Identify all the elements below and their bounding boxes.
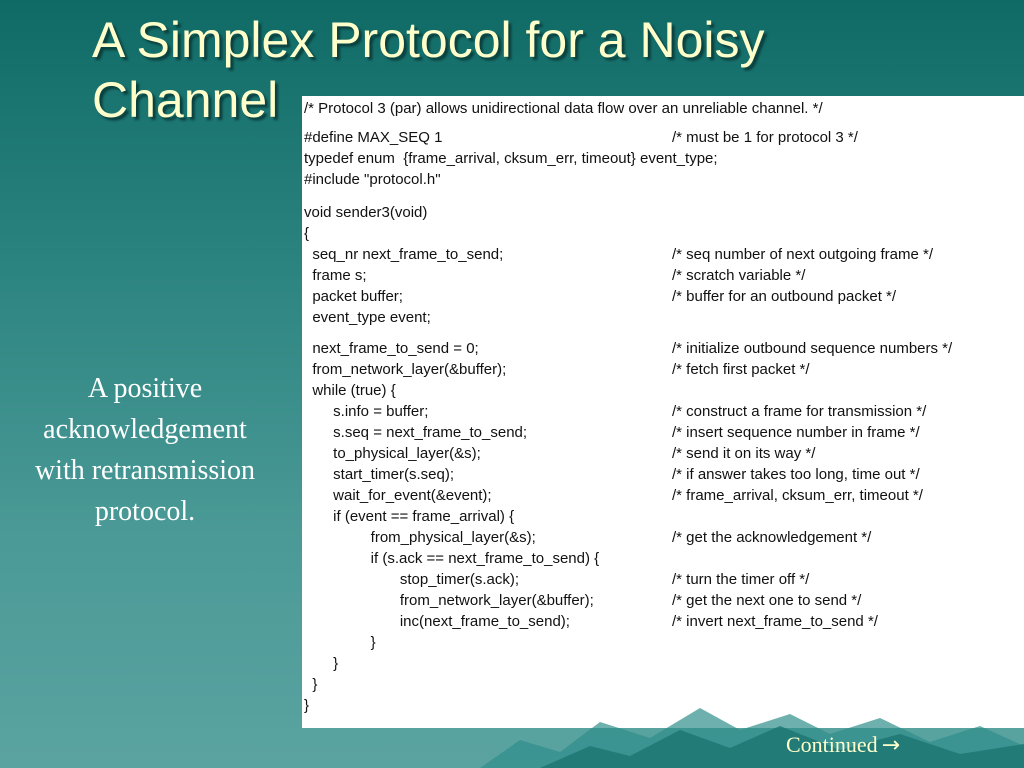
code-line [304,148,718,169]
code-text: frame s; [304,267,367,284]
code-text: start_timer(s.seq); [304,466,455,483]
iceberg-decoration [480,700,1024,768]
code-line [304,98,823,119]
code-comment: /* get the next one to send */ [672,592,862,609]
code-text: stop_timer(s.ack); [304,571,520,588]
code-comment: /* initialize outbound sequence numbers */ [672,340,953,357]
slide-title: A Simplex Protocol for a Noisy Channel [92,12,765,128]
code-line [304,286,897,307]
code-text: if (event == frame_arrival) { [304,508,515,525]
code-text: if (s.ack == next_frame_to_send) { [304,550,600,567]
code-text: wait_for_event(&event); [304,487,492,504]
code-comment: /* get the acknowledgement */ [672,529,872,546]
code-line [304,695,309,716]
code-line [304,359,810,380]
code-line [304,443,816,464]
code-comment: /* turn the timer off */ [672,571,810,588]
code-line [304,223,309,244]
code-comment: /* seq number of next outgoing frame */ [672,246,933,263]
code-line [304,464,920,485]
code-comment: /* buffer for an outbound packet */ [672,288,897,305]
code-line [304,527,872,548]
code-text: { [304,225,310,242]
code-text: next_frame_to_send = 0; [304,340,479,357]
right-arrow-icon: → [881,733,901,758]
code-text: s.seq = next_frame_to_send; [304,424,528,441]
code-comment: /* insert sequence number in frame */ [672,424,920,441]
code-line [304,611,878,632]
continued-label: Continued [786,732,878,757]
code-text: from_physical_layer(&s); [304,529,536,546]
code-text: packet buffer; [304,288,403,305]
code-line [304,127,858,148]
code-text: void sender3(void) [304,204,428,221]
code-line [304,674,317,695]
code-comment: /* scratch variable */ [672,267,806,284]
code-line [304,506,514,527]
code-comment: /* construct a frame for transmission */ [672,403,927,420]
code-line [304,548,599,569]
code-text: inc(next_frame_to_send); [304,613,570,630]
code-listing [302,96,1024,728]
code-text: from_network_layer(&buffer); [304,592,594,609]
code-text: } [304,634,376,651]
code-text: } [304,697,310,714]
code-line [304,265,806,286]
code-line [304,380,396,401]
code-text: typedef enum {frame_arrival, cksum_err, timeout} event_type; [304,150,718,167]
code-comment: /* frame_arrival, cksum_err, timeout */ [672,487,923,504]
code-line [304,307,431,328]
code-line [304,422,920,443]
code-line [304,632,376,653]
continued-link[interactable] [786,732,900,758]
code-comment: /* if answer takes too long, time out */ [672,466,920,483]
code-comment: /* must be 1 for protocol 3 */ [672,129,858,146]
side-note: A positive acknowledgement with retransmission protocol. [34,373,256,527]
code-text: #define MAX_SEQ 1 [304,129,443,146]
code-text: from_network_layer(&buffer); [304,361,507,378]
code-text: s.info = buffer; [304,403,429,420]
code-comment: /* send it on its way */ [672,445,816,462]
code-text: #include "protocol.h" [304,171,441,188]
code-text: /* Protocol 3 (par) allows unidirectional data flow over an unreliable channel. */ [304,100,823,117]
code-comment: /* invert next_frame_to_send */ [672,613,878,630]
code-line [304,485,923,506]
code-line [304,169,441,190]
code-text: seq_nr next_frame_to_send; [304,246,504,263]
code-text: } [304,676,318,693]
code-line [304,244,933,265]
code-text: to_physical_layer(&s); [304,445,481,462]
code-line [304,338,953,359]
code-line [304,653,338,674]
code-text: } [304,655,339,672]
code-line [304,202,427,223]
code-line [304,401,927,422]
code-text: while (true) { [304,382,396,399]
code-comment: /* fetch first packet */ [672,361,810,378]
code-line [304,569,810,590]
code-line [304,590,862,611]
code-text: event_type event; [304,309,431,326]
